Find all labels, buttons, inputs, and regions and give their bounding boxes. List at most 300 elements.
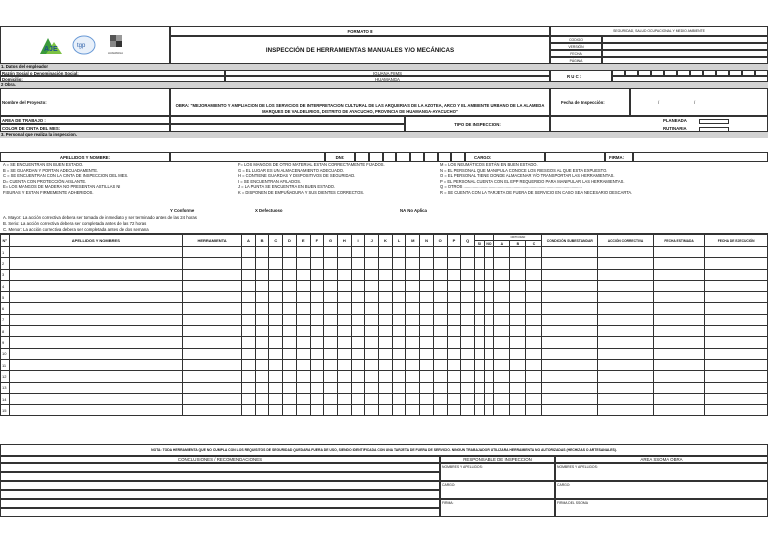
table-cell[interactable] bbox=[474, 314, 484, 325]
table-cell[interactable] bbox=[510, 258, 526, 269]
table-cell[interactable] bbox=[379, 393, 393, 404]
responsible-name-field[interactable]: NOMBRES Y APELLIDOS: bbox=[440, 463, 555, 481]
table-cell[interactable] bbox=[379, 258, 393, 269]
table-cell[interactable] bbox=[9, 314, 183, 325]
table-cell[interactable] bbox=[526, 371, 542, 382]
table-cell[interactable] bbox=[542, 292, 598, 303]
table-cell[interactable] bbox=[183, 258, 242, 269]
table-cell[interactable] bbox=[542, 303, 598, 314]
table-cell[interactable] bbox=[461, 348, 475, 359]
employer-name-value[interactable]: IGUANA FIIMS bbox=[225, 70, 550, 76]
table-cell[interactable] bbox=[365, 337, 379, 348]
table-cell[interactable] bbox=[653, 326, 704, 337]
table-cell[interactable] bbox=[9, 371, 183, 382]
table-cell[interactable] bbox=[351, 269, 365, 280]
work-area-value[interactable] bbox=[170, 116, 405, 124]
table-cell[interactable] bbox=[461, 393, 475, 404]
table-cell[interactable] bbox=[324, 382, 338, 393]
table-cell[interactable] bbox=[433, 348, 447, 359]
table-cell[interactable] bbox=[310, 269, 324, 280]
table-cell[interactable] bbox=[406, 359, 420, 370]
table-cell[interactable] bbox=[392, 326, 406, 337]
table-cell[interactable] bbox=[324, 359, 338, 370]
table-cell[interactable] bbox=[653, 393, 704, 404]
table-cell[interactable] bbox=[406, 247, 420, 258]
ssoma-sign-field[interactable]: FIRMA DEL SSOMA bbox=[555, 499, 768, 517]
table-cell[interactable] bbox=[474, 393, 484, 404]
table-cell[interactable] bbox=[705, 269, 768, 280]
table-cell[interactable] bbox=[474, 405, 484, 416]
table-cell[interactable] bbox=[351, 393, 365, 404]
table-cell[interactable] bbox=[183, 314, 242, 325]
table-cell[interactable] bbox=[526, 337, 542, 348]
table-cell[interactable] bbox=[433, 405, 447, 416]
table-cell[interactable] bbox=[461, 314, 475, 325]
table-cell[interactable] bbox=[461, 247, 475, 258]
table-cell[interactable] bbox=[242, 280, 256, 291]
table-cell[interactable] bbox=[653, 337, 704, 348]
table-cell[interactable] bbox=[9, 303, 183, 314]
table-cell[interactable] bbox=[447, 292, 461, 303]
table-cell[interactable] bbox=[461, 359, 475, 370]
table-cell[interactable] bbox=[255, 326, 269, 337]
table-cell[interactable] bbox=[392, 348, 406, 359]
table-cell[interactable] bbox=[526, 359, 542, 370]
ssoma-role-field[interactable]: CARGO: bbox=[555, 481, 768, 499]
table-cell[interactable] bbox=[337, 314, 351, 325]
table-cell[interactable] bbox=[183, 359, 242, 370]
table-cell[interactable] bbox=[406, 326, 420, 337]
table-cell[interactable] bbox=[653, 292, 704, 303]
table-cell[interactable] bbox=[283, 314, 297, 325]
table-cell[interactable] bbox=[406, 303, 420, 314]
table-cell[interactable] bbox=[420, 269, 434, 280]
table-cell[interactable] bbox=[420, 337, 434, 348]
table-cell[interactable] bbox=[337, 393, 351, 404]
responsible-sign-field[interactable]: FIRMA: bbox=[440, 499, 555, 517]
table-cell[interactable] bbox=[365, 314, 379, 325]
table-cell[interactable] bbox=[494, 405, 510, 416]
table-cell[interactable] bbox=[269, 393, 283, 404]
table-cell[interactable] bbox=[484, 382, 494, 393]
table-cell[interactable] bbox=[269, 269, 283, 280]
table-cell[interactable] bbox=[9, 269, 183, 280]
table-cell[interactable] bbox=[337, 337, 351, 348]
table-cell[interactable] bbox=[296, 359, 310, 370]
table-cell[interactable] bbox=[653, 280, 704, 291]
table-cell[interactable] bbox=[705, 292, 768, 303]
table-cell[interactable] bbox=[379, 405, 393, 416]
table-cell[interactable] bbox=[653, 371, 704, 382]
table-cell[interactable] bbox=[526, 303, 542, 314]
table-cell[interactable] bbox=[351, 292, 365, 303]
table-cell[interactable] bbox=[406, 393, 420, 404]
table-cell[interactable] bbox=[484, 371, 494, 382]
sign-value[interactable] bbox=[633, 152, 768, 162]
table-cell[interactable] bbox=[420, 247, 434, 258]
table-cell[interactable] bbox=[269, 303, 283, 314]
table-cell[interactable] bbox=[183, 303, 242, 314]
table-cell[interactable] bbox=[9, 348, 183, 359]
table-cell[interactable] bbox=[420, 371, 434, 382]
table-cell[interactable] bbox=[392, 314, 406, 325]
table-cell[interactable] bbox=[242, 393, 256, 404]
table-cell[interactable] bbox=[484, 280, 494, 291]
table-cell[interactable] bbox=[494, 269, 510, 280]
table-cell[interactable] bbox=[598, 371, 654, 382]
table-cell[interactable] bbox=[598, 326, 654, 337]
table-cell[interactable] bbox=[365, 348, 379, 359]
table-cell[interactable] bbox=[542, 337, 598, 348]
table-cell[interactable] bbox=[324, 393, 338, 404]
table-cell[interactable] bbox=[324, 314, 338, 325]
table-cell[interactable] bbox=[324, 258, 338, 269]
table-cell[interactable] bbox=[337, 371, 351, 382]
table-cell[interactable] bbox=[183, 393, 242, 404]
table-cell[interactable] bbox=[526, 247, 542, 258]
table-cell[interactable] bbox=[365, 303, 379, 314]
table-cell[interactable] bbox=[474, 258, 484, 269]
table-cell[interactable] bbox=[598, 393, 654, 404]
table-cell[interactable] bbox=[283, 292, 297, 303]
table-cell[interactable] bbox=[9, 359, 183, 370]
table-cell[interactable] bbox=[9, 326, 183, 337]
ssoma-name-field[interactable]: NOMBRES Y APELLIDOS: bbox=[555, 463, 768, 481]
table-cell[interactable] bbox=[310, 348, 324, 359]
table-cell[interactable] bbox=[296, 280, 310, 291]
table-cell[interactable] bbox=[653, 247, 704, 258]
table-cell[interactable] bbox=[351, 337, 365, 348]
table-cell[interactable] bbox=[324, 405, 338, 416]
table-cell[interactable] bbox=[392, 258, 406, 269]
table-cell[interactable] bbox=[510, 371, 526, 382]
table-cell[interactable] bbox=[433, 371, 447, 382]
table-cell[interactable] bbox=[242, 314, 256, 325]
table-cell[interactable] bbox=[526, 382, 542, 393]
table-cell[interactable] bbox=[526, 280, 542, 291]
table-cell[interactable] bbox=[379, 371, 393, 382]
table-cell[interactable] bbox=[283, 348, 297, 359]
table-cell[interactable] bbox=[324, 371, 338, 382]
table-cell[interactable] bbox=[283, 393, 297, 404]
table-cell[interactable] bbox=[310, 326, 324, 337]
table-cell[interactable] bbox=[542, 314, 598, 325]
table-cell[interactable] bbox=[447, 382, 461, 393]
table-cell[interactable] bbox=[474, 247, 484, 258]
table-cell[interactable] bbox=[9, 247, 183, 258]
table-cell[interactable] bbox=[255, 258, 269, 269]
table-cell[interactable] bbox=[598, 269, 654, 280]
table-cell[interactable] bbox=[494, 371, 510, 382]
table-cell[interactable] bbox=[447, 326, 461, 337]
table-cell[interactable] bbox=[9, 405, 183, 416]
table-cell[interactable] bbox=[242, 258, 256, 269]
table-cell[interactable] bbox=[510, 382, 526, 393]
address-value[interactable]: HUAMANGA bbox=[225, 76, 550, 82]
table-cell[interactable] bbox=[242, 371, 256, 382]
table-cell[interactable] bbox=[242, 326, 256, 337]
table-cell[interactable] bbox=[392, 405, 406, 416]
table-cell[interactable] bbox=[705, 382, 768, 393]
table-cell[interactable] bbox=[542, 269, 598, 280]
tape-color-value[interactable] bbox=[170, 124, 405, 132]
table-cell[interactable] bbox=[420, 258, 434, 269]
table-cell[interactable] bbox=[494, 303, 510, 314]
table-cell[interactable] bbox=[379, 326, 393, 337]
table-cell[interactable] bbox=[494, 314, 510, 325]
page-value[interactable] bbox=[602, 57, 768, 64]
table-cell[interactable] bbox=[494, 280, 510, 291]
table-cell[interactable] bbox=[296, 303, 310, 314]
table-cell[interactable] bbox=[365, 359, 379, 370]
table-cell[interactable] bbox=[269, 405, 283, 416]
table-cell[interactable] bbox=[433, 359, 447, 370]
table-cell[interactable] bbox=[365, 393, 379, 404]
table-cell[interactable] bbox=[447, 303, 461, 314]
table-cell[interactable] bbox=[283, 247, 297, 258]
table-cell[interactable] bbox=[365, 258, 379, 269]
table-cell[interactable] bbox=[433, 280, 447, 291]
table-cell[interactable] bbox=[420, 314, 434, 325]
table-cell[interactable] bbox=[484, 303, 494, 314]
table-cell[interactable] bbox=[705, 247, 768, 258]
table-cell[interactable] bbox=[296, 348, 310, 359]
table-cell[interactable] bbox=[705, 405, 768, 416]
table-cell[interactable] bbox=[542, 348, 598, 359]
table-cell[interactable] bbox=[474, 371, 484, 382]
table-cell[interactable] bbox=[365, 405, 379, 416]
table-cell[interactable] bbox=[461, 371, 475, 382]
table-cell[interactable] bbox=[433, 382, 447, 393]
table-cell[interactable] bbox=[392, 292, 406, 303]
table-cell[interactable] bbox=[242, 348, 256, 359]
table-cell[interactable] bbox=[379, 269, 393, 280]
table-cell[interactable] bbox=[351, 382, 365, 393]
ruc-boxes[interactable] bbox=[612, 70, 768, 82]
responsible-role-field[interactable]: CARGO: bbox=[440, 481, 555, 499]
table-cell[interactable] bbox=[242, 269, 256, 280]
table-cell[interactable] bbox=[379, 280, 393, 291]
table-cell[interactable] bbox=[447, 405, 461, 416]
table-cell[interactable] bbox=[337, 359, 351, 370]
table-cell[interactable] bbox=[542, 280, 598, 291]
table-cell[interactable] bbox=[406, 348, 420, 359]
table-cell[interactable] bbox=[447, 280, 461, 291]
table-cell[interactable] bbox=[269, 314, 283, 325]
table-cell[interactable] bbox=[433, 269, 447, 280]
table-cell[interactable] bbox=[310, 247, 324, 258]
table-cell[interactable] bbox=[510, 314, 526, 325]
table-cell[interactable] bbox=[653, 382, 704, 393]
table-cell[interactable] bbox=[392, 280, 406, 291]
table-cell[interactable] bbox=[310, 405, 324, 416]
table-cell[interactable] bbox=[461, 405, 475, 416]
table-cell[interactable] bbox=[9, 337, 183, 348]
table-cell[interactable] bbox=[510, 337, 526, 348]
table-cell[interactable] bbox=[183, 348, 242, 359]
table-cell[interactable] bbox=[406, 371, 420, 382]
table-cell[interactable] bbox=[310, 393, 324, 404]
version-value[interactable] bbox=[602, 43, 768, 50]
table-cell[interactable] bbox=[598, 258, 654, 269]
table-cell[interactable] bbox=[598, 292, 654, 303]
table-cell[interactable] bbox=[484, 247, 494, 258]
table-cell[interactable] bbox=[510, 280, 526, 291]
table-cell[interactable] bbox=[406, 337, 420, 348]
table-cell[interactable] bbox=[283, 382, 297, 393]
table-cell[interactable] bbox=[392, 337, 406, 348]
table-cell[interactable] bbox=[365, 247, 379, 258]
table-cell[interactable] bbox=[510, 405, 526, 416]
table-cell[interactable] bbox=[269, 337, 283, 348]
table-cell[interactable] bbox=[392, 382, 406, 393]
table-cell[interactable] bbox=[337, 280, 351, 291]
inspection-date-value[interactable]: / / bbox=[630, 88, 768, 116]
table-cell[interactable] bbox=[9, 393, 183, 404]
table-cell[interactable] bbox=[310, 303, 324, 314]
table-cell[interactable] bbox=[183, 280, 242, 291]
table-cell[interactable] bbox=[183, 326, 242, 337]
planned-checkbox[interactable] bbox=[699, 119, 729, 124]
table-cell[interactable] bbox=[183, 292, 242, 303]
table-cell[interactable] bbox=[598, 382, 654, 393]
table-cell[interactable] bbox=[255, 359, 269, 370]
table-cell[interactable] bbox=[255, 405, 269, 416]
code-value[interactable] bbox=[602, 36, 768, 43]
table-cell[interactable] bbox=[296, 326, 310, 337]
table-cell[interactable] bbox=[474, 382, 484, 393]
table-cell[interactable] bbox=[653, 303, 704, 314]
table-cell[interactable] bbox=[183, 405, 242, 416]
table-cell[interactable] bbox=[705, 314, 768, 325]
table-cell[interactable] bbox=[474, 292, 484, 303]
table-cell[interactable] bbox=[9, 258, 183, 269]
table-cell[interactable] bbox=[324, 337, 338, 348]
table-cell[interactable] bbox=[447, 258, 461, 269]
table-cell[interactable] bbox=[494, 393, 510, 404]
table-cell[interactable] bbox=[526, 405, 542, 416]
table-cell[interactable] bbox=[255, 280, 269, 291]
table-cell[interactable] bbox=[510, 393, 526, 404]
table-cell[interactable] bbox=[705, 359, 768, 370]
table-cell[interactable] bbox=[474, 269, 484, 280]
table-cell[interactable] bbox=[510, 247, 526, 258]
table-cell[interactable] bbox=[392, 393, 406, 404]
table-cell[interactable] bbox=[406, 269, 420, 280]
table-cell[interactable] bbox=[310, 280, 324, 291]
table-cell[interactable] bbox=[283, 258, 297, 269]
table-cell[interactable] bbox=[269, 258, 283, 269]
table-cell[interactable] bbox=[705, 348, 768, 359]
table-cell[interactable] bbox=[542, 382, 598, 393]
table-cell[interactable] bbox=[542, 359, 598, 370]
table-cell[interactable] bbox=[365, 326, 379, 337]
table-cell[interactable] bbox=[392, 371, 406, 382]
table-cell[interactable] bbox=[598, 337, 654, 348]
table-cell[interactable] bbox=[447, 337, 461, 348]
table-cell[interactable] bbox=[283, 405, 297, 416]
table-cell[interactable] bbox=[324, 303, 338, 314]
table-cell[interactable] bbox=[406, 405, 420, 416]
table-cell[interactable] bbox=[351, 359, 365, 370]
table-cell[interactable] bbox=[324, 292, 338, 303]
table-cell[interactable] bbox=[379, 314, 393, 325]
table-cell[interactable] bbox=[255, 371, 269, 382]
table-cell[interactable] bbox=[494, 348, 510, 359]
table-cell[interactable] bbox=[653, 359, 704, 370]
table-cell[interactable] bbox=[351, 303, 365, 314]
table-cell[interactable] bbox=[379, 348, 393, 359]
table-cell[interactable] bbox=[705, 393, 768, 404]
table-cell[interactable] bbox=[484, 348, 494, 359]
table-cell[interactable] bbox=[474, 326, 484, 337]
table-cell[interactable] bbox=[351, 371, 365, 382]
table-cell[interactable] bbox=[310, 314, 324, 325]
table-cell[interactable] bbox=[269, 326, 283, 337]
table-cell[interactable] bbox=[269, 292, 283, 303]
table-cell[interactable] bbox=[351, 258, 365, 269]
table-cell[interactable] bbox=[365, 280, 379, 291]
table-cell[interactable] bbox=[433, 247, 447, 258]
table-cell[interactable] bbox=[598, 247, 654, 258]
table-cell[interactable] bbox=[183, 382, 242, 393]
table-cell[interactable] bbox=[542, 405, 598, 416]
table-cell[interactable] bbox=[269, 247, 283, 258]
table-cell[interactable] bbox=[296, 405, 310, 416]
table-cell[interactable] bbox=[310, 337, 324, 348]
table-cell[interactable] bbox=[406, 258, 420, 269]
table-cell[interactable] bbox=[494, 292, 510, 303]
table-cell[interactable] bbox=[420, 393, 434, 404]
inspector-name-value[interactable] bbox=[170, 152, 325, 162]
table-cell[interactable] bbox=[255, 269, 269, 280]
table-cell[interactable] bbox=[653, 269, 704, 280]
table-cell[interactable] bbox=[484, 405, 494, 416]
table-cell[interactable] bbox=[406, 314, 420, 325]
table-cell[interactable] bbox=[420, 280, 434, 291]
table-cell[interactable] bbox=[420, 326, 434, 337]
table-cell[interactable] bbox=[379, 359, 393, 370]
table-cell[interactable] bbox=[598, 405, 654, 416]
table-cell[interactable] bbox=[474, 337, 484, 348]
table-cell[interactable] bbox=[705, 280, 768, 291]
table-cell[interactable] bbox=[433, 326, 447, 337]
table-cell[interactable] bbox=[510, 359, 526, 370]
table-cell[interactable] bbox=[653, 348, 704, 359]
table-cell[interactable] bbox=[461, 292, 475, 303]
table-cell[interactable] bbox=[310, 359, 324, 370]
project-value[interactable]: OBRA: "MEJORAMIENTO Y AMPLIACION DE LOS SERVICIOS DE INTERPRETACION CULTURAL DE LAS ARQUERIAS DE LA AZOTEA, ARCO Y EL AMBIENTE URBANO DE LA ALAMEDA MARQUES DE VALDELIRIOS, DISTRITO DE AYACUCHO, PROVINCIA DE HUAMANGA-AYACUCHO" bbox=[170, 88, 550, 116]
table-cell[interactable] bbox=[324, 247, 338, 258]
table-cell[interactable] bbox=[337, 326, 351, 337]
table-cell[interactable] bbox=[484, 337, 494, 348]
table-cell[interactable] bbox=[9, 292, 183, 303]
table-cell[interactable] bbox=[433, 258, 447, 269]
table-cell[interactable] bbox=[255, 382, 269, 393]
table-cell[interactable] bbox=[365, 371, 379, 382]
table-cell[interactable] bbox=[461, 382, 475, 393]
table-cell[interactable] bbox=[365, 269, 379, 280]
table-cell[interactable] bbox=[598, 314, 654, 325]
table-cell[interactable] bbox=[392, 359, 406, 370]
table-cell[interactable] bbox=[296, 337, 310, 348]
table-cell[interactable] bbox=[9, 280, 183, 291]
table-cell[interactable] bbox=[526, 269, 542, 280]
table-cell[interactable] bbox=[255, 393, 269, 404]
table-cell[interactable] bbox=[255, 292, 269, 303]
table-cell[interactable] bbox=[296, 314, 310, 325]
table-cell[interactable] bbox=[351, 314, 365, 325]
